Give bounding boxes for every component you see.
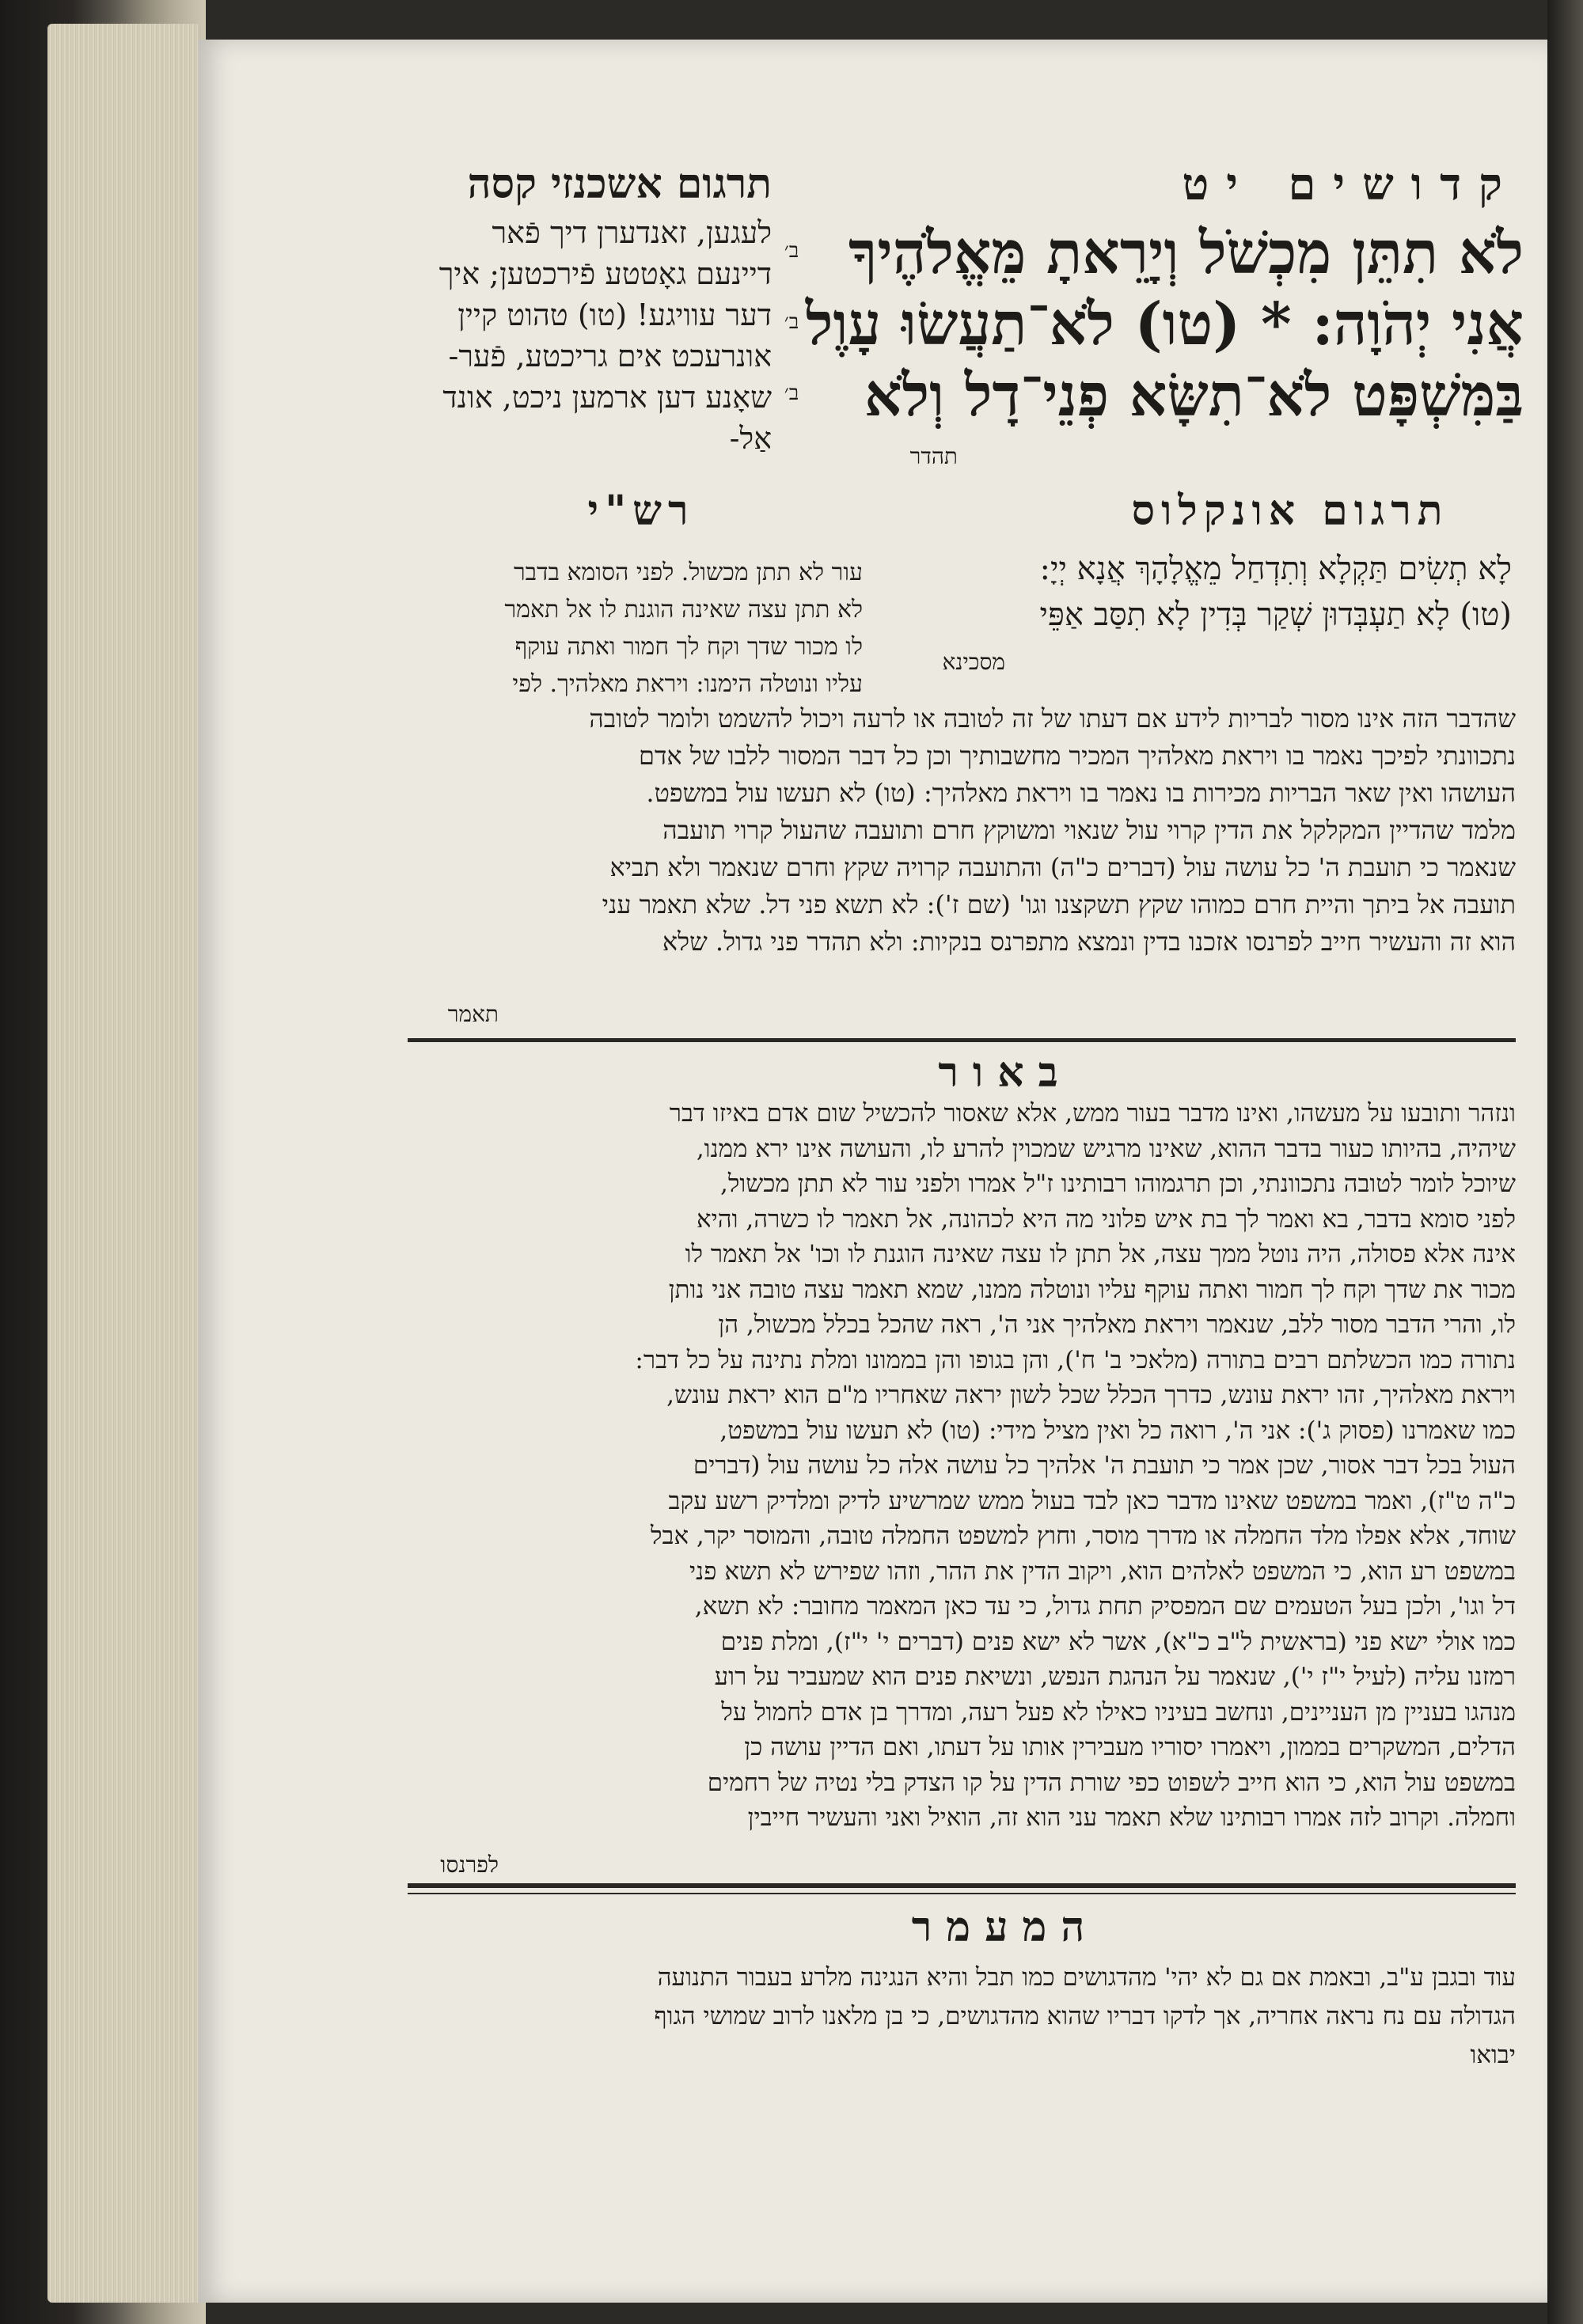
verse-line: לֹא תִתֵּן מִכְשֹׁל וְיָרֵאתָ מֵּאֱלֹהֶיךָ (848, 219, 1524, 287)
biur-line: לו, והרי הדבר מסור ללב, שנאמר ויראת מאלהיך אני ה', ראה שהכל בכלל מכשול, הן (718, 1310, 1516, 1339)
rashi-line: תועבה אל ביתך והיית חרם כמוהו שקץ תשקצנו וגו' (שם ז'): לא תשא פני דל. שלא תאמר עני (602, 889, 1516, 919)
biur-line: במשפט רע הוא, כי המשפט לאלהים הוא, ויקוב הדין את ההר, וזהו שפירש לא תשא פני (689, 1556, 1516, 1586)
rashi-line: עליו ונוטלה הימנו: ויראת מאלהיך. לפי (512, 670, 863, 698)
rashi-line: שהדבר הזה אינו מסור לבריות לידע אם דעתו של זה לטובה או לרעה ויכול להשמט ולומר לטובה (589, 703, 1516, 734)
running-title: קדושים יט (1182, 158, 1520, 210)
biur-line: כ"ה ט"ז), ואמר במשפט שאינו מדבר כאן לבד בעול ממש שמרשיע לדיק ומלדיק רשע עקב (668, 1486, 1516, 1515)
onkelos-text (894, 546, 1512, 638)
biur-line: הדלים, המשקרים בממון, ויאמרו יסוריו מעבירין אותו על דעתו, ואם הדיין עושה כן (744, 1733, 1516, 1761)
biur-line: דל וגו', ולכן בעל הטעמים שם המפסיק תחת גדול, כי עד כאן המאמר מחובר: לא תשא, (694, 1592, 1516, 1621)
measure-line: יבואו (1470, 2041, 1516, 2069)
biur-line: כמו אולי ישא פני (בראשית ל"ב כ"א), אשר לא ישא פנים (דברים י' י"ז), ומלת פנים (720, 1627, 1516, 1656)
running-title-targum: תרגום אשכנזי קסה (467, 160, 772, 208)
biur-text (388, 1096, 1516, 1836)
page-edges (47, 24, 198, 2303)
rashi-heading: רש"י (587, 487, 695, 535)
rashi-continuation (388, 700, 1516, 961)
rashi-column (388, 554, 863, 703)
targum-line: שאָנע דען ארמען ניכט, אונד (442, 380, 772, 415)
targum-line: אונרעכט אים גריכטע, פֿער- (448, 339, 772, 373)
rashi-line: העושהו ואין שאר הבריות מכירות בו נאמר בו ויראת מאלהיך: (טו) לא תעשו עול במשפט. (646, 778, 1516, 808)
onkelos-line: לָא תְשִׂים תַּקְלָא וְתִדְחַל מֵאֱלָהָךְ אֲנָא יְיָ: (1039, 551, 1512, 587)
margin-mark: ב׳ (784, 239, 799, 263)
biur-line: מכור את שדך וקח לך חמור ואתה עוקף עליו ונוטלה ממנו, שמא תאמר עצה טובה אני נותן (668, 1275, 1516, 1304)
measure-line: הגדולה עם נח נראה אחריה, אך לדקו דבריו שהוא מהדגושים, כי בן מלאנו לרוב שמושי הגוף (654, 2002, 1516, 2030)
section-divider (408, 1893, 1516, 1894)
biur-line: רמזנו עליה (לעיל י"ז י'), שנאמר על הנהגת הנפש, ונשיאת פנים הוא שמעביר על רוע (714, 1662, 1516, 1691)
measure-heading: המעמר (911, 1903, 1099, 1951)
targum-ashkenazi (396, 212, 772, 459)
biur-line: כמו שאמרנו (פסוק ג'): אני ה', רואה כל ואין מציל מידי: (טו) לא תעשו עול במשפט, (719, 1416, 1516, 1445)
targum-line: דיינעם גאָטטע פֿירכטען; איך (438, 256, 772, 291)
margin-mark: ב׳ (784, 310, 799, 334)
margin-mark: ב׳ (784, 381, 799, 405)
rashi-line: הוא זה והעשיר חייב לפרנסו אזכנו בדין ונמצא מתפרנס בנקיות: ולא תהדר פני גדול. שלא (662, 927, 1516, 957)
targum-line: לעגען, זאנדערן דיך פֿאר (492, 215, 772, 250)
catchword: תהדר (909, 443, 958, 469)
rashi-line: מלמד שהדיין המקלקל את הדין קרוי עול שנאוי ומשוקץ חרם ותועבה שהעול קרוי תועבה (662, 815, 1516, 845)
book-cover-right (1547, 0, 1583, 2324)
biur-line: וחמלה. וקרוב לזה אמרו רבותינו שלא תאמר עני הוא זה, הואיל ואני והעשיר חייבין (747, 1803, 1516, 1832)
biur-line: שוחד, אלא אפלו מלד החמלה או מדרך מוסר, וחוץ למשפט החמלה טובה, והמוסר יקר, אבל (651, 1522, 1516, 1550)
verse-line: בַּמִּשְׁפָּט לֹא־תִשָּׂא פְנֵי־דָל וְלֹא (864, 362, 1524, 430)
onkelos-line: (טו) לָא תַעְבְּדוּן שְׁקַר בְּדִין לָא תִסַּב אַפֵּי (1039, 597, 1512, 633)
measure-text (388, 1958, 1516, 2075)
biur-line: ויראת מאלהיך, זהו יראת עונש, כדרך הכלל שכל לשון יראה שאחריו מ"ם הוא יראת עונש, (666, 1381, 1516, 1409)
measure-line: עוד ובגבן ע"ב, ובאמת אם גם לא יהי' מהדגושים כמו תבל והיא הנגינה מלרע בעבור התנועה (657, 1963, 1516, 1992)
rashi-line: לא תתן עצה שאינה הוגנת לו אל תאמר (504, 596, 863, 624)
biur-line: העול בכל דבר אסור, שכן אמר כי תועבת ה' אלהיך כל עושה אלה כל עושה עול (דברים (693, 1451, 1516, 1480)
biur-line: ונזהר ותובעו על מעשהו, ואינו מדבר בעור ממש, אלא שאסור להכשיל שום אדם באיזו דבר (669, 1099, 1516, 1128)
rashi-line: נתכוונתי לפיכך נאמר בו ויראת מאלהיך המכיר מחשבותיך וכן כל דבר המסור ללבו של אדם (639, 741, 1516, 771)
book-page (198, 40, 1547, 2303)
rashi-line: עור לא תתן מכשול. לפני הסומא בדבר (513, 559, 863, 586)
targum-line: אַל- (729, 421, 772, 456)
section-divider (408, 1038, 1516, 1042)
biur-line: במשפט עול הוא, כי הוא חייב לשפוט כפי שורת הדין על קו הצדק בלי נטיה של רחמים (707, 1768, 1516, 1797)
biur-line: שיהיה, בהיותו כעור בדבר ההוא, שאינו מרגיש שמכוין להרע לו, והעושה אינו ירא ממנו, (696, 1134, 1516, 1163)
biur-line: שיוכל לומר לטובה נתכוונתי, וכן תרגמוהו רבותינו ז"ל אמרו ולפני עור לא תתן מכשול, (720, 1170, 1516, 1198)
verse-line: אֲנִי יְהֹוָה: * (טו) לֹא־תַעֲשׂוּ עָוֶל (805, 290, 1524, 358)
catchword: מסכינא (942, 649, 1005, 675)
verse-block (805, 218, 1524, 431)
catchword: לפרנסו (440, 1852, 499, 1878)
targum-line: דער עוויגע! (טו) טהוט קיין (457, 298, 772, 332)
biur-line: לפני סומא בדבר, בא ואמר לך בת איש פלוני מה היא לכהונה, אל תאמר לו כשרה, והיא (697, 1204, 1516, 1234)
biur-line: מנהגו בעניין מן העניינים, ונחשב בעיניו כאילו לא פעל רעה, ומדרך בן אדם לחמול על (721, 1697, 1516, 1727)
rashi-line: שנאמר כי תועבת ה' כל עושה עול (דברים כ"ה) והתועבה קרויה שקץ וחרם שנאמר ולא תביא (609, 852, 1516, 882)
rashi-line: לו מכור שדך וקח לך חמור ואתה עוקף (514, 633, 863, 661)
biur-line: נתורה כמו הכשלתם רבים בתורה (מלאכי ב' ח'), והן בגופו והן בממונו ומלת נתינה על כל דבר: (635, 1345, 1516, 1374)
biur-line: אינה אלא פסולה, היה נוטל ממך עצה, אל תתן לו עצה שאינה הוגנת לו וכו' אל תאמר לו (685, 1240, 1516, 1268)
catchword: תאמר (447, 1001, 499, 1027)
biur-heading: באור (938, 1048, 1072, 1097)
section-divider (408, 1883, 1516, 1888)
onkelos-heading: תרגום אונקלוס (1131, 487, 1449, 535)
